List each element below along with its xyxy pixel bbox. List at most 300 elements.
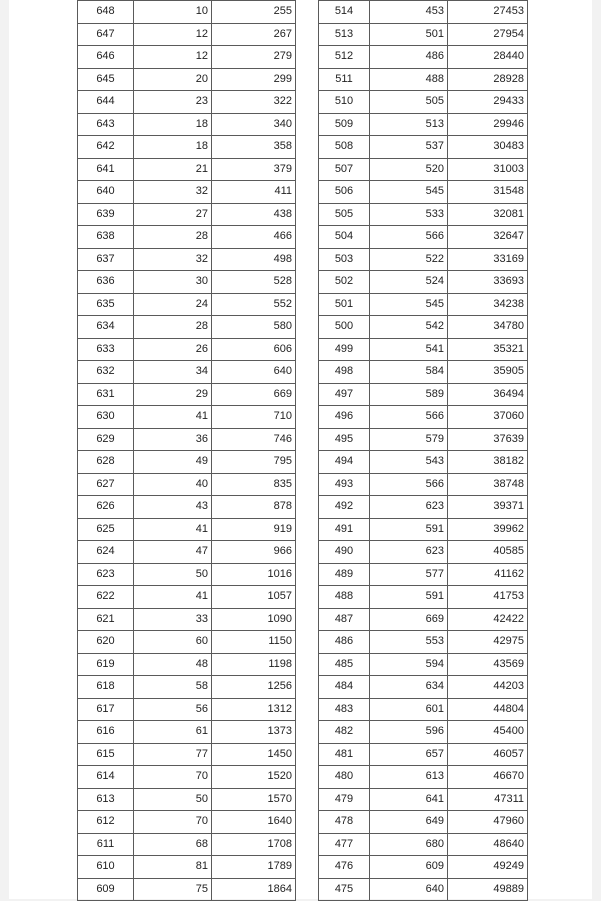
table-row — [78, 181, 296, 204]
count-cell: 543 — [370, 451, 448, 474]
table-row — [319, 631, 528, 654]
score-cell: 628 — [78, 451, 134, 474]
count-cell: 58 — [134, 676, 212, 699]
table-row — [319, 428, 528, 451]
count-cell: 70 — [134, 811, 212, 834]
score-cell: 512 — [319, 46, 370, 69]
score-cell: 492 — [319, 496, 370, 519]
cumulative-cell: 379 — [212, 158, 296, 181]
score-cell: 619 — [78, 653, 134, 676]
table-row — [78, 203, 296, 226]
cumulative-cell: 340 — [212, 113, 296, 136]
count-cell: 41 — [134, 406, 212, 429]
score-cell: 648 — [78, 1, 134, 24]
cumulative-cell: 28440 — [448, 46, 528, 69]
table-row — [78, 496, 296, 519]
score-cell: 482 — [319, 721, 370, 744]
cumulative-cell: 878 — [212, 496, 296, 519]
table-row — [319, 811, 528, 834]
count-cell: 591 — [370, 586, 448, 609]
count-cell: 609 — [370, 856, 448, 879]
score-cell: 489 — [319, 563, 370, 586]
score-cell: 647 — [78, 23, 134, 46]
cumulative-cell: 1373 — [212, 721, 296, 744]
count-cell: 61 — [134, 721, 212, 744]
count-cell: 49 — [134, 451, 212, 474]
score-cell: 609 — [78, 878, 134, 901]
table-row — [78, 473, 296, 496]
table-row — [78, 811, 296, 834]
count-cell: 10 — [134, 1, 212, 24]
table-row — [78, 541, 296, 564]
count-cell: 33 — [134, 608, 212, 631]
table-row — [319, 451, 528, 474]
count-cell: 21 — [134, 158, 212, 181]
cumulative-cell: 27954 — [448, 23, 528, 46]
score-table-left — [77, 0, 296, 901]
score-cell: 487 — [319, 608, 370, 631]
cumulative-cell: 552 — [212, 293, 296, 316]
table-row — [319, 608, 528, 631]
table-row — [78, 563, 296, 586]
count-cell: 545 — [370, 181, 448, 204]
cumulative-cell: 1150 — [212, 631, 296, 654]
cumulative-cell: 1057 — [212, 586, 296, 609]
count-cell: 566 — [370, 226, 448, 249]
table-row — [78, 428, 296, 451]
count-cell: 20 — [134, 68, 212, 91]
table-row — [319, 338, 528, 361]
table-row — [78, 23, 296, 46]
table-row — [78, 766, 296, 789]
score-cell: 486 — [319, 631, 370, 654]
score-cell: 484 — [319, 676, 370, 699]
count-cell: 75 — [134, 878, 212, 901]
cumulative-cell: 1708 — [212, 833, 296, 856]
table-row — [319, 496, 528, 519]
cumulative-cell: 528 — [212, 271, 296, 294]
score-cell: 508 — [319, 136, 370, 159]
cumulative-cell: 47960 — [448, 811, 528, 834]
count-cell: 577 — [370, 563, 448, 586]
score-cell: 511 — [319, 68, 370, 91]
count-cell: 32 — [134, 248, 212, 271]
table-row — [78, 293, 296, 316]
count-cell: 81 — [134, 856, 212, 879]
cumulative-cell: 36494 — [448, 383, 528, 406]
table-row — [319, 518, 528, 541]
table-row — [78, 338, 296, 361]
table-row — [319, 136, 528, 159]
cumulative-cell: 32081 — [448, 203, 528, 226]
table-row — [78, 383, 296, 406]
table-row — [319, 91, 528, 114]
count-cell: 505 — [370, 91, 448, 114]
score-cell: 504 — [319, 226, 370, 249]
score-cell: 621 — [78, 608, 134, 631]
cumulative-cell: 746 — [212, 428, 296, 451]
table-row — [319, 113, 528, 136]
table-row — [78, 451, 296, 474]
score-cell: 629 — [78, 428, 134, 451]
cumulative-cell: 37060 — [448, 406, 528, 429]
table-row — [78, 361, 296, 384]
table-row — [78, 743, 296, 766]
table-row — [319, 653, 528, 676]
cumulative-cell: 41753 — [448, 586, 528, 609]
count-cell: 524 — [370, 271, 448, 294]
cumulative-cell: 32647 — [448, 226, 528, 249]
count-cell: 43 — [134, 496, 212, 519]
count-cell: 584 — [370, 361, 448, 384]
score-cell: 478 — [319, 811, 370, 834]
cumulative-cell: 1789 — [212, 856, 296, 879]
cumulative-cell: 1570 — [212, 788, 296, 811]
cumulative-cell: 299 — [212, 68, 296, 91]
score-cell: 642 — [78, 136, 134, 159]
cumulative-cell: 35321 — [448, 338, 528, 361]
count-cell: 553 — [370, 631, 448, 654]
score-cell: 634 — [78, 316, 134, 339]
cumulative-cell: 46670 — [448, 766, 528, 789]
score-cell: 617 — [78, 698, 134, 721]
score-cell: 491 — [319, 518, 370, 541]
cumulative-cell: 43569 — [448, 653, 528, 676]
score-cell: 514 — [319, 1, 370, 24]
table-row — [319, 383, 528, 406]
table-row — [319, 46, 528, 69]
cumulative-cell: 34780 — [448, 316, 528, 339]
count-cell: 47 — [134, 541, 212, 564]
cumulative-cell: 438 — [212, 203, 296, 226]
score-table-left-body — [78, 1, 296, 901]
table-row — [78, 878, 296, 901]
count-cell: 50 — [134, 788, 212, 811]
table-row — [319, 361, 528, 384]
cumulative-cell: 30483 — [448, 136, 528, 159]
table-row — [319, 293, 528, 316]
count-cell: 613 — [370, 766, 448, 789]
count-cell: 18 — [134, 136, 212, 159]
table-row — [78, 653, 296, 676]
count-cell: 566 — [370, 406, 448, 429]
count-cell: 453 — [370, 1, 448, 24]
score-cell: 501 — [319, 293, 370, 316]
table-row — [319, 271, 528, 294]
table-row — [319, 1, 528, 24]
score-cell: 622 — [78, 586, 134, 609]
table-row — [78, 271, 296, 294]
score-cell: 500 — [319, 316, 370, 339]
table-row — [319, 721, 528, 744]
score-cell: 630 — [78, 406, 134, 429]
count-cell: 513 — [370, 113, 448, 136]
cumulative-cell: 1312 — [212, 698, 296, 721]
count-cell: 488 — [370, 68, 448, 91]
count-cell: 68 — [134, 833, 212, 856]
cumulative-cell: 35905 — [448, 361, 528, 384]
score-cell: 476 — [319, 856, 370, 879]
cumulative-cell: 45400 — [448, 721, 528, 744]
cumulative-cell: 498 — [212, 248, 296, 271]
count-cell: 591 — [370, 518, 448, 541]
count-cell: 34 — [134, 361, 212, 384]
cumulative-cell: 411 — [212, 181, 296, 204]
count-cell: 40 — [134, 473, 212, 496]
score-cell: 496 — [319, 406, 370, 429]
table-row — [319, 541, 528, 564]
count-cell: 601 — [370, 698, 448, 721]
score-cell: 624 — [78, 541, 134, 564]
cumulative-cell: 34238 — [448, 293, 528, 316]
score-cell: 507 — [319, 158, 370, 181]
score-cell: 612 — [78, 811, 134, 834]
score-cell: 625 — [78, 518, 134, 541]
score-cell: 509 — [319, 113, 370, 136]
count-cell: 542 — [370, 316, 448, 339]
count-cell: 501 — [370, 23, 448, 46]
table-row — [319, 833, 528, 856]
table-row — [78, 136, 296, 159]
count-cell: 623 — [370, 541, 448, 564]
table-row — [319, 766, 528, 789]
score-table-right-body — [319, 1, 528, 901]
cumulative-cell: 1520 — [212, 766, 296, 789]
cumulative-cell: 29433 — [448, 91, 528, 114]
count-cell: 649 — [370, 811, 448, 834]
score-cell: 631 — [78, 383, 134, 406]
cumulative-cell: 46057 — [448, 743, 528, 766]
count-cell: 522 — [370, 248, 448, 271]
score-cell: 643 — [78, 113, 134, 136]
table-row — [319, 406, 528, 429]
cumulative-cell: 37639 — [448, 428, 528, 451]
score-cell: 490 — [319, 541, 370, 564]
cumulative-cell: 29946 — [448, 113, 528, 136]
score-cell: 640 — [78, 181, 134, 204]
count-cell: 579 — [370, 428, 448, 451]
cumulative-cell: 966 — [212, 541, 296, 564]
table-row — [319, 698, 528, 721]
cumulative-cell: 44203 — [448, 676, 528, 699]
score-cell: 480 — [319, 766, 370, 789]
cumulative-cell: 1450 — [212, 743, 296, 766]
count-cell: 26 — [134, 338, 212, 361]
cumulative-cell: 358 — [212, 136, 296, 159]
table-row — [319, 203, 528, 226]
table-row — [319, 473, 528, 496]
cumulative-cell: 38748 — [448, 473, 528, 496]
score-cell: 513 — [319, 23, 370, 46]
cumulative-cell: 795 — [212, 451, 296, 474]
count-cell: 541 — [370, 338, 448, 361]
table-row — [319, 68, 528, 91]
count-cell: 545 — [370, 293, 448, 316]
score-cell: 502 — [319, 271, 370, 294]
score-cell: 616 — [78, 721, 134, 744]
score-cell: 485 — [319, 653, 370, 676]
cumulative-cell: 31003 — [448, 158, 528, 181]
score-cell: 497 — [319, 383, 370, 406]
cumulative-cell: 1256 — [212, 676, 296, 699]
cumulative-cell: 40585 — [448, 541, 528, 564]
cumulative-cell: 42422 — [448, 608, 528, 631]
cumulative-cell: 606 — [212, 338, 296, 361]
table-row — [319, 856, 528, 879]
score-cell: 483 — [319, 698, 370, 721]
cumulative-cell: 39962 — [448, 518, 528, 541]
score-cell: 635 — [78, 293, 134, 316]
score-cell: 495 — [319, 428, 370, 451]
cumulative-cell: 33693 — [448, 271, 528, 294]
count-cell: 596 — [370, 721, 448, 744]
score-cell: 610 — [78, 856, 134, 879]
count-cell: 48 — [134, 653, 212, 676]
table-row — [78, 248, 296, 271]
cumulative-cell: 31548 — [448, 181, 528, 204]
cumulative-cell: 28928 — [448, 68, 528, 91]
table-row — [319, 226, 528, 249]
table-row — [78, 158, 296, 181]
score-cell: 645 — [78, 68, 134, 91]
count-cell: 30 — [134, 271, 212, 294]
table-row — [78, 406, 296, 429]
score-cell: 644 — [78, 91, 134, 114]
cumulative-cell: 466 — [212, 226, 296, 249]
count-cell: 41 — [134, 518, 212, 541]
count-cell: 18 — [134, 113, 212, 136]
score-cell: 646 — [78, 46, 134, 69]
table-row — [319, 23, 528, 46]
count-cell: 36 — [134, 428, 212, 451]
table-row — [319, 676, 528, 699]
table-row — [78, 1, 296, 24]
score-cell: 479 — [319, 788, 370, 811]
table-row — [319, 788, 528, 811]
count-cell: 634 — [370, 676, 448, 699]
cumulative-cell: 38182 — [448, 451, 528, 474]
count-cell: 537 — [370, 136, 448, 159]
cumulative-cell: 1640 — [212, 811, 296, 834]
count-cell: 24 — [134, 293, 212, 316]
score-cell: 481 — [319, 743, 370, 766]
table-row — [78, 608, 296, 631]
table-row — [78, 676, 296, 699]
score-cell: 493 — [319, 473, 370, 496]
count-cell: 23 — [134, 91, 212, 114]
cumulative-cell: 41162 — [448, 563, 528, 586]
cumulative-cell: 48640 — [448, 833, 528, 856]
score-cell: 477 — [319, 833, 370, 856]
count-cell: 640 — [370, 878, 448, 901]
score-table-right — [318, 0, 528, 901]
cumulative-cell: 49889 — [448, 878, 528, 901]
count-cell: 32 — [134, 181, 212, 204]
score-cell: 611 — [78, 833, 134, 856]
cumulative-cell: 919 — [212, 518, 296, 541]
table-row — [319, 248, 528, 271]
count-cell: 77 — [134, 743, 212, 766]
count-cell: 28 — [134, 226, 212, 249]
score-cell: 614 — [78, 766, 134, 789]
cumulative-cell: 44804 — [448, 698, 528, 721]
table-row — [319, 586, 528, 609]
cumulative-cell: 580 — [212, 316, 296, 339]
score-cell: 618 — [78, 676, 134, 699]
table-row — [78, 91, 296, 114]
score-cell: 503 — [319, 248, 370, 271]
table-row — [319, 316, 528, 339]
score-cell: 494 — [319, 451, 370, 474]
table-row — [78, 698, 296, 721]
cumulative-cell: 27453 — [448, 1, 528, 24]
score-cell: 498 — [319, 361, 370, 384]
table-row — [78, 518, 296, 541]
cumulative-cell: 49249 — [448, 856, 528, 879]
count-cell: 520 — [370, 158, 448, 181]
count-cell: 50 — [134, 563, 212, 586]
score-cell: 636 — [78, 271, 134, 294]
count-cell: 589 — [370, 383, 448, 406]
cumulative-cell: 835 — [212, 473, 296, 496]
table-row — [78, 856, 296, 879]
score-cell: 638 — [78, 226, 134, 249]
table-row — [78, 46, 296, 69]
score-cell: 627 — [78, 473, 134, 496]
count-cell: 12 — [134, 23, 212, 46]
table-row — [78, 316, 296, 339]
count-cell: 533 — [370, 203, 448, 226]
cumulative-cell: 1090 — [212, 608, 296, 631]
cumulative-cell: 47311 — [448, 788, 528, 811]
count-cell: 28 — [134, 316, 212, 339]
score-cell: 506 — [319, 181, 370, 204]
score-cell: 623 — [78, 563, 134, 586]
cumulative-cell: 640 — [212, 361, 296, 384]
cumulative-cell: 1016 — [212, 563, 296, 586]
count-cell: 657 — [370, 743, 448, 766]
count-cell: 669 — [370, 608, 448, 631]
table-row — [319, 878, 528, 901]
table-row — [319, 563, 528, 586]
score-cell: 615 — [78, 743, 134, 766]
table-row — [78, 631, 296, 654]
cumulative-cell: 279 — [212, 46, 296, 69]
table-row — [319, 158, 528, 181]
score-cell: 613 — [78, 788, 134, 811]
count-cell: 566 — [370, 473, 448, 496]
cumulative-cell: 1198 — [212, 653, 296, 676]
count-cell: 56 — [134, 698, 212, 721]
table-row — [78, 833, 296, 856]
score-cell: 641 — [78, 158, 134, 181]
cumulative-cell: 39371 — [448, 496, 528, 519]
cumulative-cell: 322 — [212, 91, 296, 114]
count-cell: 29 — [134, 383, 212, 406]
cumulative-cell: 669 — [212, 383, 296, 406]
count-cell: 486 — [370, 46, 448, 69]
cumulative-cell: 255 — [212, 1, 296, 24]
table-row — [78, 68, 296, 91]
table-row — [78, 586, 296, 609]
score-cell: 505 — [319, 203, 370, 226]
score-cell: 475 — [319, 878, 370, 901]
table-row — [78, 226, 296, 249]
count-cell: 27 — [134, 203, 212, 226]
count-cell: 70 — [134, 766, 212, 789]
count-cell: 41 — [134, 586, 212, 609]
cumulative-cell: 42975 — [448, 631, 528, 654]
